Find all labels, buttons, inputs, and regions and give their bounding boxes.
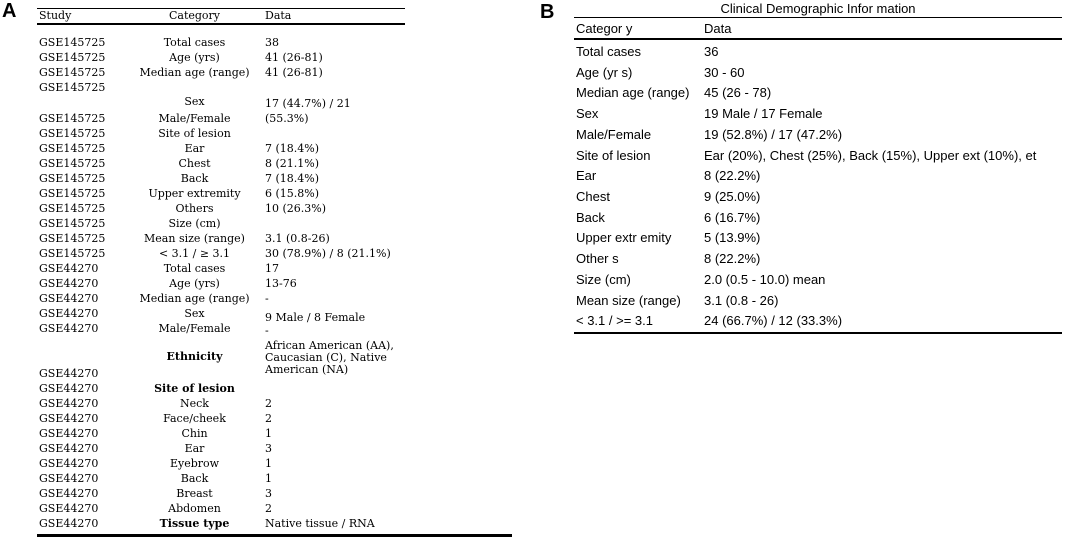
table-row-category: Sex (576, 106, 599, 121)
table-row-category: Upper extremity (148, 187, 241, 200)
table-row-category: Ear (184, 442, 205, 455)
table-row-study: GSE44270 (39, 517, 99, 530)
table-top-rule (37, 8, 405, 9)
table-row-category: Neck (180, 397, 209, 410)
header-category: Category (168, 9, 221, 22)
table-row-data: 1 (265, 457, 272, 470)
table-row-category: Total cases (576, 44, 642, 59)
table-row-category: Site of lesion (158, 127, 231, 140)
table-row-study: GSE145725 (39, 81, 106, 94)
table-row-data: 8 (22.2%) (704, 168, 761, 183)
table-row-data: 19 Male / 17 Female (704, 106, 823, 121)
table-row-category: Male/Female (158, 322, 231, 335)
table-row-study: GSE145725 (39, 142, 106, 155)
table-row-data: 6 (15.8%) (265, 187, 320, 200)
table-header-rule (574, 38, 1062, 40)
table-row-category: Sex (184, 307, 205, 320)
table-row-data: 45 (26 - 78) (704, 85, 772, 100)
table-row-category: Breast (176, 487, 213, 500)
table-row-data: 1 (265, 427, 272, 440)
table-row-data: 8 (22.2%) (704, 251, 761, 266)
table-row-category: Age (yrs) (169, 51, 220, 64)
table-row-data: 13-76 (265, 277, 297, 290)
header-data: Data (704, 21, 732, 36)
table-caption: Clinical Demographic Infor mation (720, 1, 916, 16)
table-row-category: Site of lesion (576, 148, 651, 163)
table-row-data: 30 - 60 (704, 65, 745, 80)
table-row-category: Back (576, 210, 605, 225)
table-row-category: Tissue type (159, 517, 230, 530)
header-data: Data (265, 9, 292, 22)
table-row-category: Total cases (163, 36, 226, 49)
panel-b-table (574, 0, 1062, 335)
table-row-category: Ear (576, 168, 597, 183)
table-row-data: 2.0 (0.5 - 10.0) mean (704, 272, 826, 287)
table-row-data: Native tissue / RNA (265, 517, 375, 530)
table-row-data: 6 (16.7%) (704, 210, 761, 225)
table-row-category: Age (yr s) (576, 65, 633, 80)
table-row-category: < 3.1 / >= 3.1 (576, 313, 653, 328)
table-bottom-rule (37, 534, 512, 537)
table-row-study: GSE44270 (39, 427, 99, 440)
table-row-data: 2 (265, 397, 272, 410)
table-row-data: 7 (18.4%) (265, 172, 320, 185)
table-row-data: 41 (26-81) (265, 66, 323, 79)
header-study: Study (39, 9, 72, 22)
table-row-data: 10 (26.3%) (265, 202, 327, 215)
table-row-data: 38 (265, 36, 279, 49)
table-row-study: GSE44270 (39, 457, 99, 470)
table-row-data: (55.3%) (265, 112, 309, 125)
table-row-study: GSE44270 (39, 367, 99, 380)
table-row-study: GSE145725 (39, 172, 106, 185)
table-row-data: 3 (265, 442, 272, 455)
table-row-study: GSE145725 (39, 66, 106, 79)
table-row-data: 24 (66.7%) / 12 (33.3%) (704, 313, 843, 328)
table-row-study: GSE44270 (39, 397, 99, 410)
panel-b-letter: B (540, 1, 555, 23)
table-row-data: African American (AA), Caucasian (C), Native American (NA) (265, 339, 394, 376)
table-row-study: GSE44270 (39, 487, 99, 500)
table-row-data: 19 (52.8%) / 17 (47.2%) (704, 127, 843, 142)
table-row-study: GSE145725 (39, 202, 106, 215)
table-row-category: Male/Female (158, 112, 231, 125)
table-row-category: Median age (range) (139, 66, 250, 79)
table-row-study: GSE44270 (39, 322, 99, 335)
table-row-study: GSE145725 (39, 187, 106, 200)
table-row-study: GSE145725 (39, 127, 106, 140)
table-row-study: GSE44270 (39, 292, 99, 305)
table-row-study: GSE44270 (39, 472, 99, 485)
table-row-category: Male/Female (576, 127, 652, 142)
table-row-category: Mean size (range) (576, 293, 681, 308)
table-row-data: 3.1 (0.8-26) (265, 232, 330, 245)
table-row-data: 9 Male / 8 Female (265, 311, 366, 324)
table-row-study: GSE44270 (39, 502, 99, 515)
table-row-data: 2 (265, 502, 272, 515)
table-row-data: 17 (44.7%) / 21 (265, 97, 351, 110)
table-row-data: Ear (20%), Chest (25%), Back (15%), Upper ext (10%), et (704, 148, 1037, 163)
table-row-data: - (265, 292, 269, 305)
panel-a-table (37, 8, 512, 537)
table-row-data: 3.1 (0.8 - 26) (704, 293, 779, 308)
table-row-study: GSE145725 (39, 232, 106, 245)
table-row-category: Age (yrs) (169, 277, 220, 290)
table-row-data: 3 (265, 487, 272, 500)
table-row-study: GSE44270 (39, 412, 99, 425)
table-row-category: Mean size (range) (144, 232, 245, 245)
table-row-category: Median age (range) (139, 292, 250, 305)
table-row-data: 2 (265, 412, 272, 425)
table-row-category: Face/cheek (163, 412, 226, 425)
table-row-category: Others (175, 202, 214, 215)
table-row-data: - (265, 324, 269, 337)
table-row-data: 1 (265, 472, 272, 485)
table-row-category: < 3.1 / ≥ 3.1 (158, 247, 231, 260)
table-row-data: 30 (78.9%) / 8 (21.1%) (265, 247, 391, 260)
table-top-rule (574, 17, 1062, 18)
table-row-data: 5 (13.9%) (704, 230, 761, 245)
table-row-category: Back (180, 172, 209, 185)
table-row-category: Chest (178, 157, 211, 170)
table-row-category: Total cases (163, 262, 226, 275)
table-row-data: 17 (265, 262, 279, 275)
table-row-study: GSE145725 (39, 247, 106, 260)
table-row-category: Chin (181, 427, 208, 440)
panel-a-letter: A (2, 0, 17, 22)
table-row-study: GSE145725 (39, 112, 106, 125)
table-row-category: Other s (576, 251, 619, 266)
table-row-study: GSE145725 (39, 217, 106, 230)
table-row-study: GSE145725 (39, 36, 106, 49)
table-row-category: Back (180, 472, 209, 485)
table-row-category: Upper extr emity (576, 230, 672, 245)
table-row-study: GSE44270 (39, 382, 99, 395)
table-row-category: Median age (range) (576, 85, 690, 100)
table-row-data: 9 (25.0%) (704, 189, 761, 204)
table-row-category: Chest (576, 189, 610, 204)
table-row-study: GSE44270 (39, 442, 99, 455)
table-row-study: GSE44270 (39, 262, 99, 275)
table-row-data: 8 (21.1%) (265, 157, 320, 170)
table-row-category: Ear (184, 142, 205, 155)
table-row-category: Sex (184, 95, 205, 108)
table-row-data: 36 (704, 44, 719, 59)
header-category: Categor y (576, 21, 633, 36)
table-row-category: Abdomen (168, 502, 221, 515)
table-row-study: GSE145725 (39, 51, 106, 64)
table-row-category: Ethnicity (166, 350, 223, 363)
table-bottom-rule (574, 332, 1062, 334)
table-row-category: Eyebrow (169, 457, 220, 470)
table-header-rule (37, 23, 405, 25)
table-row-data: 41 (26-81) (265, 51, 323, 64)
table-row-category: Site of lesion (154, 382, 235, 395)
table-row-category: Size (cm) (168, 217, 221, 230)
table-row-study: GSE44270 (39, 277, 99, 290)
table-row-study: GSE145725 (39, 157, 106, 170)
table-row-study: GSE44270 (39, 307, 99, 320)
table-row-category: Size (cm) (576, 272, 631, 287)
table-row-data: 7 (18.4%) (265, 142, 320, 155)
